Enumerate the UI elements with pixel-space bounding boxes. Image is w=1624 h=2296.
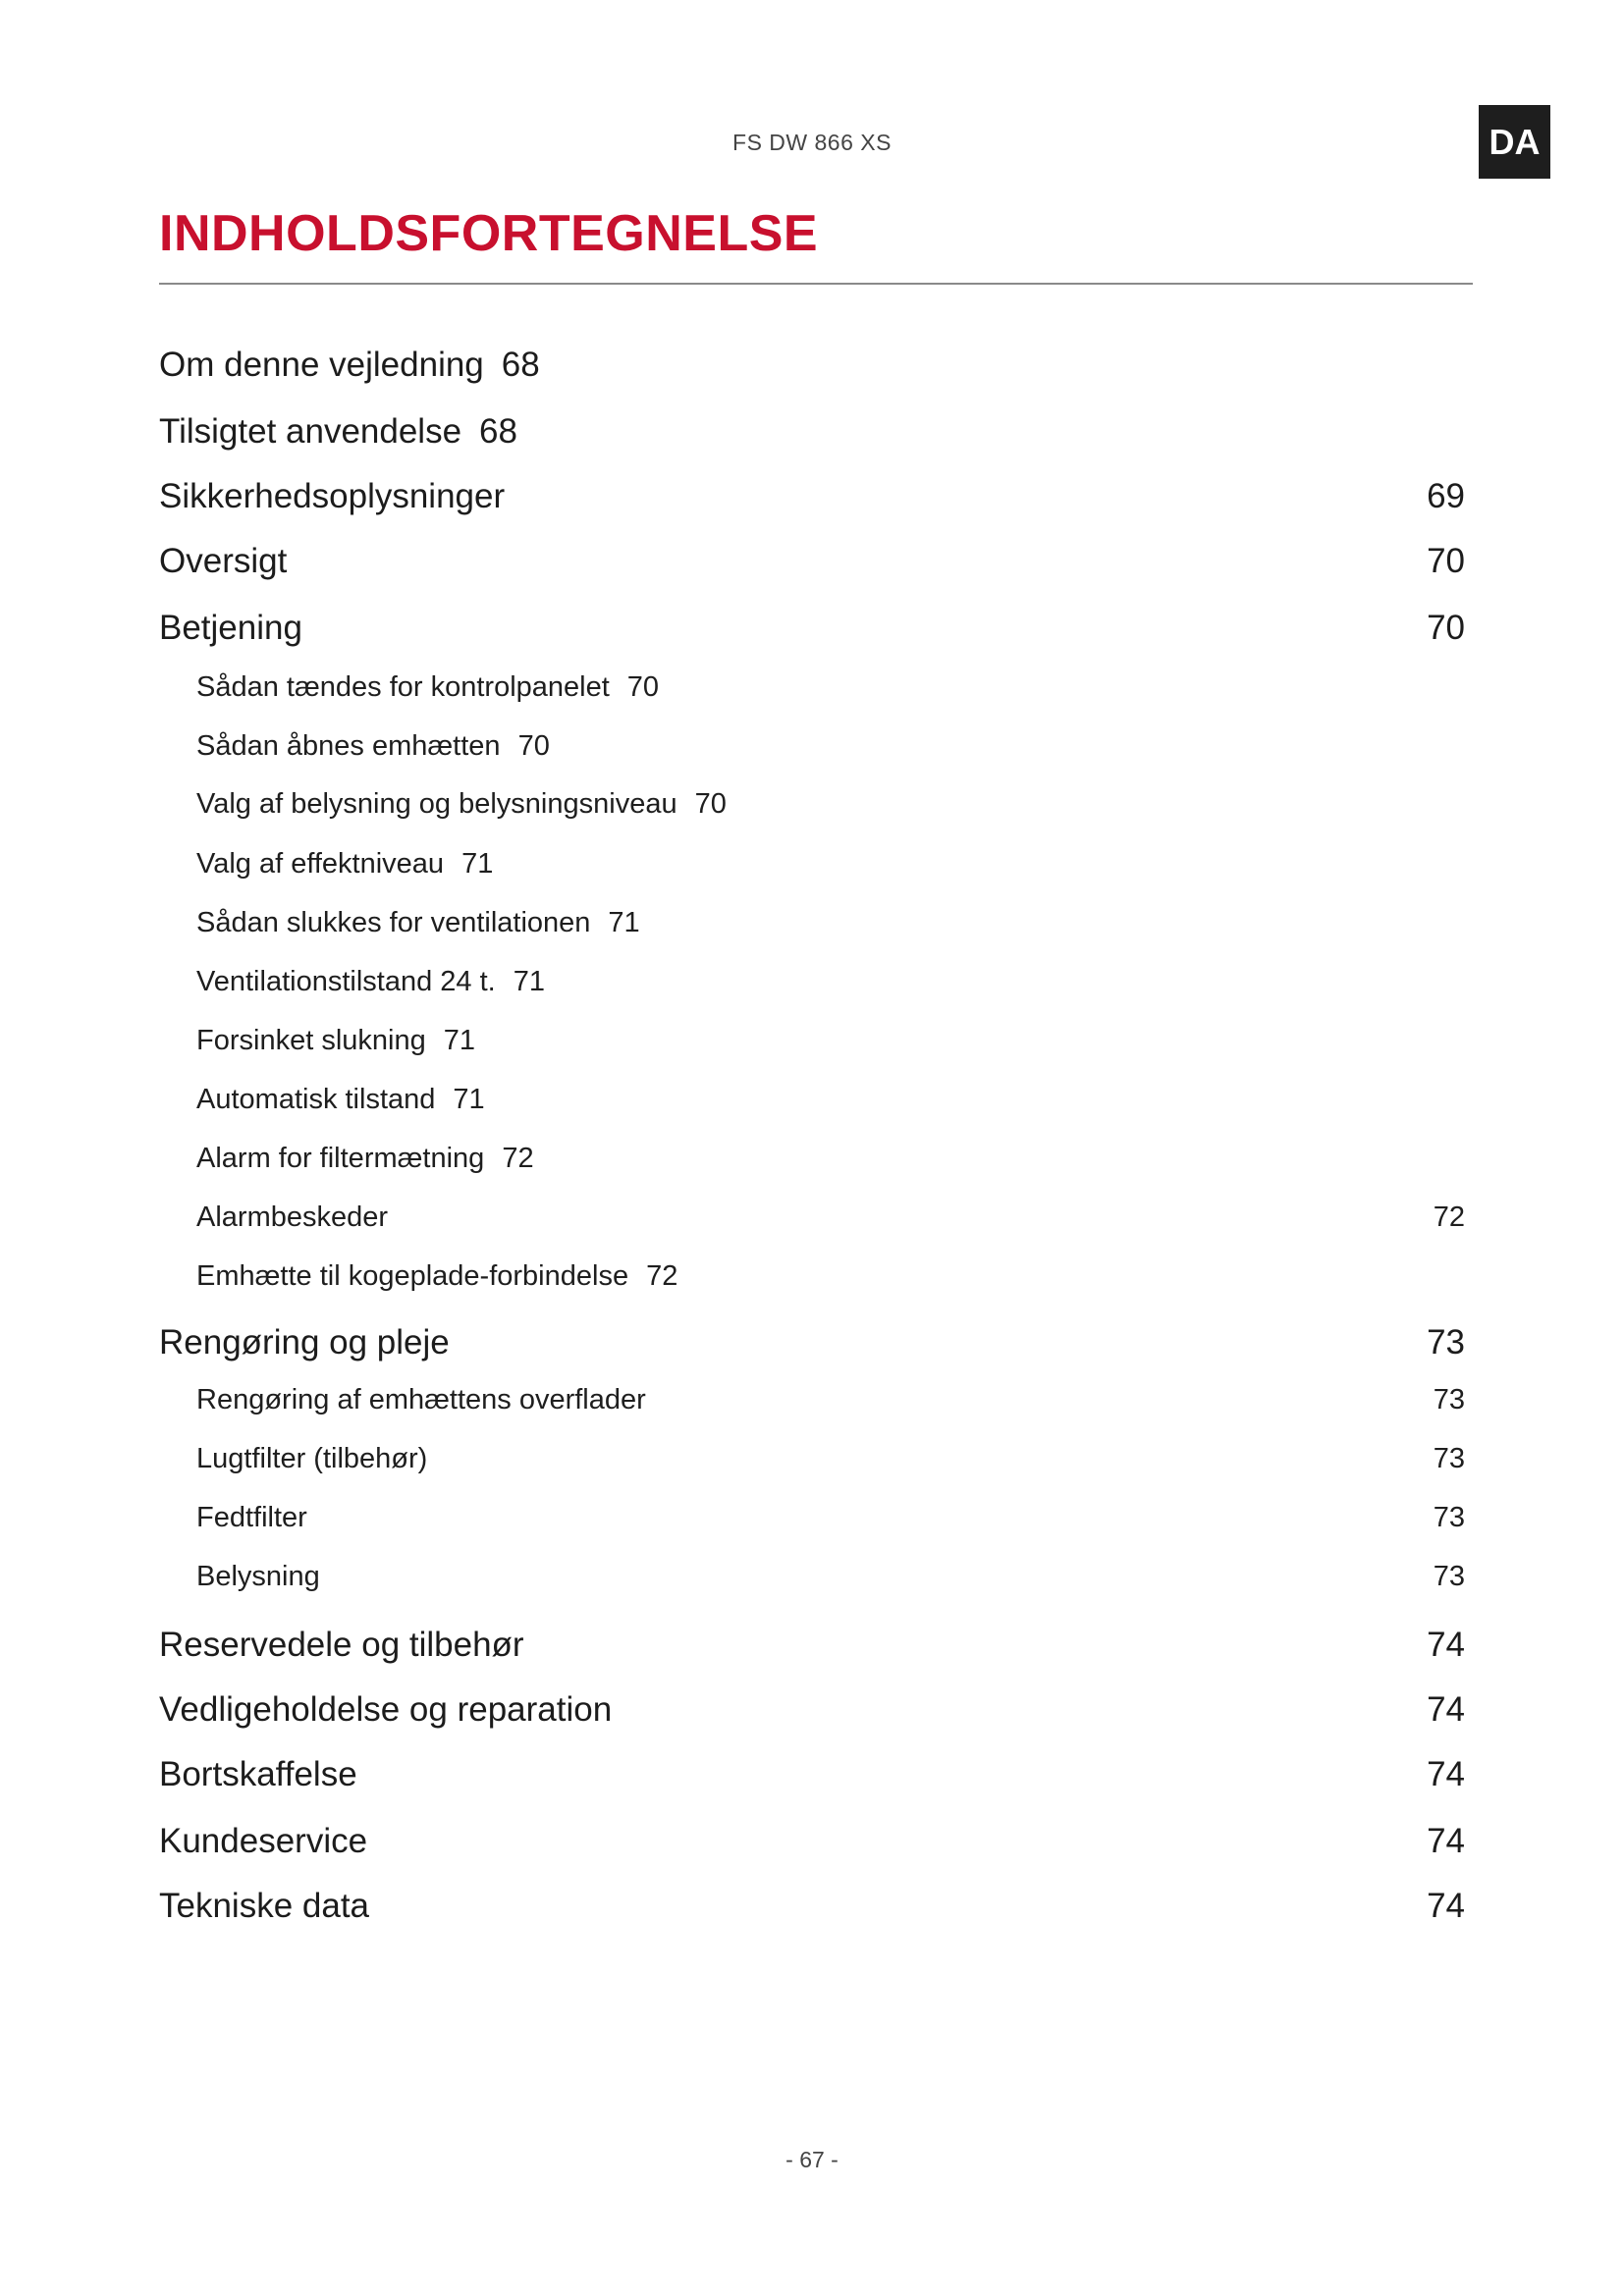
toc-entry-label: Belysning — [196, 1561, 320, 1592]
toc-entry — [196, 1443, 1465, 1475]
document-model-header: FS DW 866 XS — [732, 130, 892, 155]
toc-entry — [196, 671, 659, 704]
toc-entry — [196, 1260, 677, 1293]
toc-entry-label: Forsinket slukning — [196, 1025, 426, 1056]
toc-entry-label: Automatisk tilstand — [196, 1084, 436, 1115]
toc-entry — [196, 1143, 534, 1175]
toc-entry-page: 70 — [517, 730, 550, 762]
toc-entry — [159, 1755, 1465, 1794]
toc-entry-page: 72 — [1433, 1201, 1465, 1233]
toc-entry — [159, 542, 1465, 581]
toc-entry-page: 68 — [479, 412, 517, 451]
toc-entry-label: Reservedele og tilbehør — [159, 1626, 524, 1664]
toc-entry-page: 72 — [646, 1260, 678, 1292]
toc-entry-page: 70 — [626, 671, 660, 703]
toc-entry-label: Sikkerhedsoplysninger — [159, 477, 506, 515]
toc-entry — [196, 788, 727, 821]
toc-entry — [196, 1084, 485, 1116]
toc-entry-label: Ventilationstilstand 24 t. — [196, 966, 496, 997]
toc-entry-page: 68 — [501, 346, 540, 384]
toc-entry — [159, 1323, 1465, 1362]
toc-entry-label: Tilsigtet anvendelse — [159, 412, 462, 451]
toc-entry — [196, 848, 493, 881]
toc-entry-page: 71 — [453, 1084, 485, 1115]
toc-entry-label: Rengøring og pleje — [159, 1323, 450, 1362]
toc-entry-page: 74 — [1427, 1755, 1465, 1793]
toc-entry-label: Valg af effektniveau — [196, 848, 445, 880]
toc-entry-label: Sådan slukkes for ventilationen — [196, 907, 591, 938]
toc-entry-label: Sådan tændes for kontrolpanelet — [196, 671, 610, 703]
page-title: INDHOLDSFORTEGNELSE — [159, 205, 819, 262]
toc-entry — [196, 1025, 475, 1057]
toc-entry-page: 73 — [1427, 1323, 1465, 1362]
toc-entry-label: Tekniske data — [159, 1887, 370, 1925]
toc-entry — [196, 1384, 1465, 1416]
toc-entry-page: 71 — [443, 1025, 475, 1056]
toc-entry — [159, 1887, 1465, 1926]
toc-entry-label: Bortskaffelse — [159, 1755, 357, 1793]
toc-entry-label: Alarm for filtermætning — [196, 1143, 485, 1174]
toc-entry — [196, 1201, 1465, 1234]
toc-entry-label: Lugtfilter (tilbehør) — [196, 1443, 428, 1474]
toc-entry-label: Betjening — [159, 609, 302, 647]
toc-entry-label: Oversigt — [159, 542, 288, 580]
toc-entry-page: 74 — [1427, 1626, 1465, 1664]
toc-entry-page: 71 — [513, 966, 545, 997]
toc-entry-label: Alarmbeskeder — [196, 1201, 389, 1233]
toc-entry-label: Om denne vejledning — [159, 346, 484, 384]
toc-entry — [159, 477, 1465, 516]
toc-entry-page: 72 — [502, 1143, 534, 1174]
toc-entry-page: 74 — [1427, 1690, 1465, 1729]
toc-entry-page: 73 — [1433, 1443, 1465, 1474]
page-number: - 67 - — [785, 2147, 839, 2172]
toc-entry-page: 74 — [1427, 1887, 1465, 1925]
toc-entry — [159, 1690, 1465, 1730]
toc-entry-page: 71 — [608, 907, 640, 938]
toc-entry-label: Sådan åbnes emhætten — [196, 730, 501, 762]
toc-entry-label: Valg af belysning og belysningsniveau — [196, 788, 677, 820]
toc-entry — [159, 412, 517, 452]
toc-entry-page: 70 — [1427, 542, 1465, 580]
toc-entry — [159, 1626, 1465, 1665]
toc-entry — [159, 1822, 1465, 1861]
toc-entry — [196, 1561, 1465, 1593]
toc-entry-label: Vedligeholdelse og reparation — [159, 1690, 613, 1729]
toc-entry-page: 73 — [1433, 1502, 1465, 1533]
language-badge: DA — [1479, 105, 1550, 179]
toc-entry — [196, 966, 545, 998]
toc-entry — [196, 730, 550, 763]
toc-entry — [196, 907, 640, 939]
toc-entry-page: 74 — [1427, 1822, 1465, 1860]
toc-entry-page: 70 — [694, 788, 727, 820]
toc-entry-label: Fedtfilter — [196, 1502, 307, 1533]
toc-entry-label: Emhætte til kogeplade-forbindelse — [196, 1260, 629, 1292]
toc-entry-page: 71 — [461, 848, 494, 880]
toc-entry-label: Kundeservice — [159, 1822, 368, 1860]
toc-entry-page: 73 — [1433, 1384, 1465, 1415]
toc-entry-label: Rengøring af emhættens overflader — [196, 1384, 646, 1415]
toc-entry — [196, 1502, 1465, 1534]
toc-entry-page: 70 — [1427, 609, 1465, 647]
toc-entry-page: 73 — [1433, 1561, 1465, 1592]
toc-entry — [159, 609, 1465, 648]
toc-entry-page: 69 — [1427, 477, 1465, 515]
toc-entry — [159, 346, 540, 385]
